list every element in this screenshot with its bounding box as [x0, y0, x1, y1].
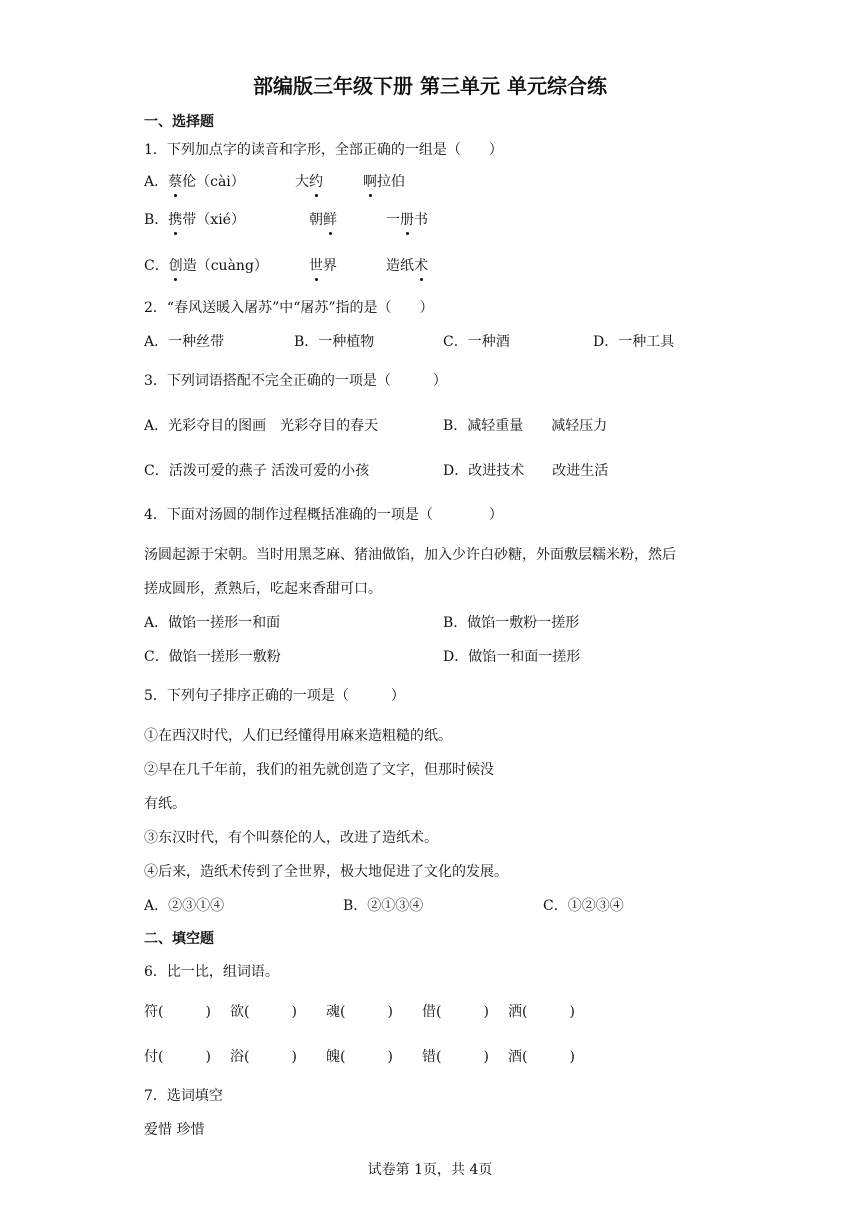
q3-option-d: D．改进技术 改进生活 [443, 463, 609, 479]
dotted-char: 鲜 [323, 212, 337, 228]
q6-blank[interactable]: 符( ) [144, 1004, 211, 1020]
q6-blank[interactable]: 借( ) [422, 1004, 489, 1020]
word-text: 伦（cài） [182, 174, 245, 190]
question-4-stem: 4．下面对汤圆的制作过程概括准确的一项是（ ） [144, 507, 503, 523]
word-text: 造（cuàng） [182, 258, 268, 274]
q6-blank[interactable]: 魂( ) [326, 1004, 393, 1020]
q6-blank[interactable]: 洒( ) [508, 1004, 575, 1020]
q7-word-choices: 爱惜 珍惜 [144, 1122, 205, 1138]
q2-option-d: D．一种工具 [593, 334, 675, 350]
q1-b-word-2 [309, 210, 337, 230]
q4-passage-line-1: 汤圆起源于宋朝。当时用黑芝麻、猪油做馅，加入少许白砂糖，外面敷层糯米粉，然后 [144, 547, 676, 563]
question-3-stem: 3．下列词语搭配不完全正确的一项是（ ） [144, 373, 447, 389]
question-2-stem: 2．“春风送暖入屠苏”中“屠苏”指的是（ ） [144, 300, 434, 316]
q6-blank[interactable]: 酒( ) [508, 1049, 575, 1065]
dotted-char: 册 [400, 212, 414, 228]
word-text: 大 [295, 174, 309, 190]
section-heading-fill: 二、填空题 [144, 931, 214, 947]
page-footer: 试卷第 1页，共 4页 [367, 1162, 493, 1178]
q5-sentence-3: ③东汉时代，有个叫蔡伦的人，改进了造纸术。 [144, 830, 438, 846]
page-title: 部编版三年级下册 第三单元 单元综合练 [253, 74, 607, 98]
dotted-char: 创 [168, 258, 183, 274]
q2-option-c: C．一种酒 [443, 334, 510, 350]
question-6-stem: 6．比一比，组词语。 [144, 964, 279, 980]
q4-option-b: B．做馅一敷粉一搓形 [443, 615, 580, 631]
q5-sentence-4: ④后来，造纸术传到了全世界，极大地促进了文化的发展。 [144, 864, 508, 880]
dotted-char: 携 [168, 212, 183, 228]
q6-blank[interactable]: 浴( ) [230, 1049, 297, 1065]
q3-option-c: C．活泼可爱的燕子 活泼可爱的小孩 [144, 463, 370, 479]
word-text: 带（xié） [182, 212, 245, 228]
q1-option-a [144, 172, 245, 192]
q4-passage-line-2: 搓成圆形，煮熟后，吃起来香甜可口。 [144, 581, 382, 597]
q1-option-c [144, 256, 268, 276]
q4-option-a: A．做馅一搓形一和面 [144, 615, 281, 631]
q6-blank[interactable]: 付( ) [144, 1049, 211, 1065]
dotted-char: 约 [309, 174, 323, 190]
dotted-char: 术 [414, 258, 428, 274]
q5-sentence-2-cont: 有纸。 [144, 796, 186, 812]
q1-b-word-3 [386, 210, 428, 230]
q1-option-b [144, 210, 245, 230]
q1-c-word-2 [309, 256, 337, 276]
dotted-char: 啊 [363, 174, 377, 190]
q2-option-b: B．一种植物 [294, 334, 375, 350]
q5-option-a: A．②③①④ [144, 898, 225, 914]
option-label: A． [144, 174, 169, 190]
word-text: 书 [414, 212, 428, 228]
dotted-char: 世 [309, 258, 323, 274]
q2-option-a: A．一种丝带 [144, 334, 225, 350]
q5-option-b: B．②①③④ [343, 898, 424, 914]
dotted-char: 蔡 [168, 174, 183, 190]
question-7-stem: 7．选词填空 [144, 1088, 223, 1104]
q5-sentence-2: ②早在几千年前，我们的祖先就创造了文字，但那时候没 [144, 762, 494, 778]
q5-sentence-1: ①在西汉时代，人们已经懂得用麻来造粗糙的纸。 [144, 728, 452, 744]
word-text: 造纸 [386, 258, 414, 274]
word-text: 朝 [309, 212, 323, 228]
q4-option-c: C．做馅一搓形一敷粉 [144, 649, 281, 665]
q6-blank[interactable]: 魄( ) [326, 1049, 393, 1065]
question-5-stem: 5．下列句子排序正确的一项是（ ） [144, 688, 405, 704]
word-text: 一 [386, 212, 400, 228]
option-label: B． [144, 212, 169, 228]
word-text: 拉伯 [377, 174, 405, 190]
q6-blank[interactable]: 欲( ) [230, 1004, 297, 1020]
q5-option-c: C．①②③④ [543, 898, 624, 914]
q3-option-a: A．光彩夺目的图画 光彩夺目的春天 [144, 418, 379, 434]
q1-a-word-2 [295, 172, 323, 192]
option-label: C． [144, 258, 169, 274]
section-heading-choice: 一、选择题 [144, 114, 214, 130]
q1-a-word-3 [363, 172, 405, 192]
q3-option-b: B．减轻重量 减轻压力 [443, 418, 608, 434]
q1-c-word-3 [386, 256, 428, 276]
word-text: 界 [323, 258, 337, 274]
q4-option-d: D．做馅一和面一搓形 [443, 649, 581, 665]
q6-blank[interactable]: 错( ) [422, 1049, 489, 1065]
question-1-stem: 1．下列加点字的读音和字形，全部正确的一组是（ ） [144, 142, 503, 158]
